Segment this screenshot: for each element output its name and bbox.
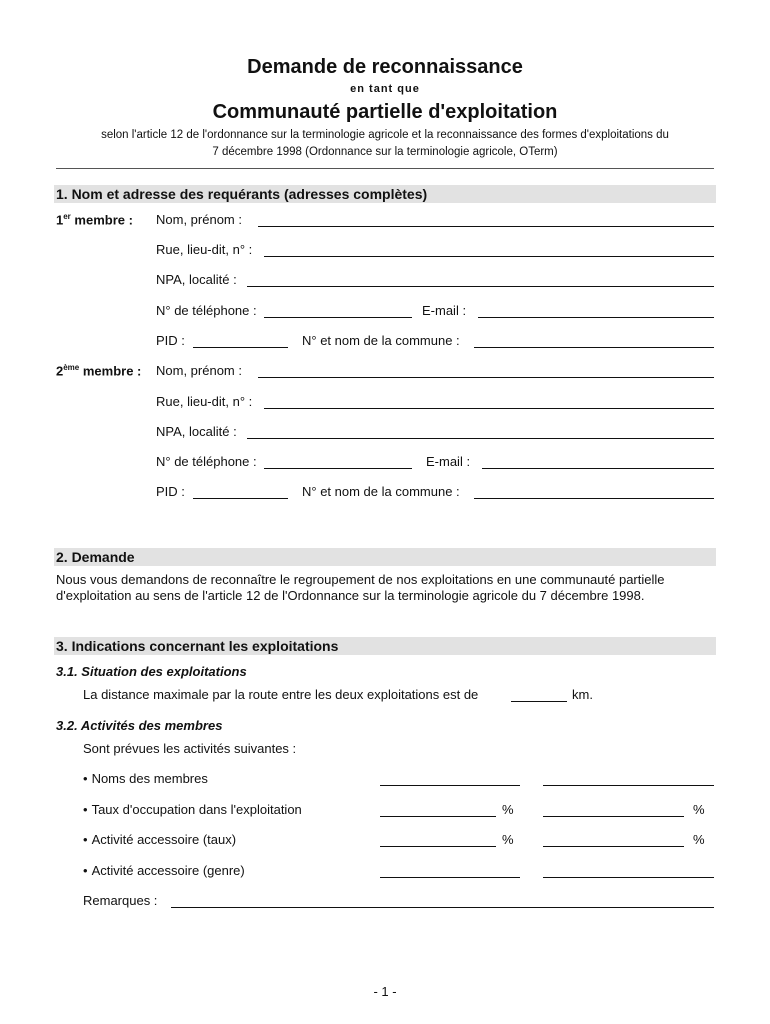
m2-street-label: Rue, lieu-dit, n° : [156, 394, 253, 409]
member-2-label: 2ème membre : [56, 363, 142, 379]
percent-sign: % [502, 832, 514, 847]
subsection-3-2-heading: 3.2. Activités des membres [56, 718, 223, 733]
distance-field[interactable] [511, 701, 567, 702]
section-3-header [54, 637, 716, 655]
header-divider [56, 168, 714, 169]
member-1-secondary-type-field[interactable] [380, 877, 520, 878]
item-secondary-activity-rate: • Activité accessoire (taux) [83, 832, 236, 847]
member-2-occupation-field[interactable] [543, 816, 684, 817]
m1-phone-label: N° de téléphone : [156, 303, 257, 318]
member-1-name-field[interactable] [380, 785, 520, 786]
m2-commune-label: N° et nom de la commune : [302, 484, 460, 499]
activities-intro: Sont prévues les activités suivantes : [83, 741, 297, 756]
m1-pid-label: PID : [156, 333, 185, 348]
m1-pid-field[interactable] [193, 347, 288, 348]
m1-name-label: Nom, prénom : [156, 212, 242, 227]
section-2-header [54, 548, 716, 566]
remarks-label: Remarques : [83, 893, 158, 908]
m1-email-label: E-mail : [422, 303, 467, 318]
m2-commune-field[interactable] [474, 498, 714, 499]
m2-street-field[interactable] [264, 408, 714, 409]
m1-npa-field[interactable] [247, 286, 714, 287]
title-connector: en tant que [350, 83, 420, 95]
member-1-secondary-rate-field[interactable] [380, 846, 496, 847]
item-secondary-activity-type: • Activité accessoire (genre) [83, 863, 245, 878]
remarks-field[interactable] [171, 907, 714, 908]
m1-street-field[interactable] [264, 256, 714, 257]
subsection-3-1-heading: 3.1. Situation des exploitations [56, 664, 247, 679]
m1-commune-field[interactable] [474, 347, 714, 348]
m1-commune-label: N° et nom de la commune : [302, 333, 460, 348]
m1-name-field[interactable] [258, 226, 714, 227]
member-1-occupation-field[interactable] [380, 816, 496, 817]
member-2-secondary-rate-field[interactable] [543, 846, 684, 847]
member-1-label: 1er membre : [56, 212, 133, 228]
member-2-secondary-type-field[interactable] [543, 877, 714, 878]
percent-sign: % [693, 802, 705, 817]
section-3-heading: 3. Indications concernant les exploitations [56, 638, 339, 654]
m1-street-label: Rue, lieu-dit, n° : [156, 242, 253, 257]
m2-email-label: E-mail : [426, 454, 471, 469]
m1-phone-field[interactable] [264, 317, 412, 318]
m2-name-field[interactable] [258, 377, 714, 378]
demande-text-line-2: d'exploitation au sens de l'article 12 de l'Ordonnance sur la terminologie agricole du 7 décembre 1998. [56, 588, 645, 603]
section-1-header [54, 185, 716, 203]
m2-phone-label: N° de téléphone : [156, 454, 257, 469]
document-title: Demande de reconnaissance [247, 56, 523, 78]
m2-npa-field[interactable] [247, 438, 714, 439]
m1-email-field[interactable] [478, 317, 714, 318]
item-member-names: • Noms des membres [83, 771, 208, 786]
m2-name-label: Nom, prénom : [156, 363, 242, 378]
m2-phone-field[interactable] [264, 468, 412, 469]
intro-line-1: selon l'article 12 de l'ordonnance sur la terminologie agricole et la reconnaissance des formes d'exploitations du [101, 129, 669, 141]
percent-sign: % [502, 802, 514, 817]
section-2-heading: 2. Demande [56, 549, 135, 565]
page-number: - 1 - [373, 984, 397, 999]
document-subtitle: Communauté partielle d'exploitation [212, 101, 558, 123]
m2-email-field[interactable] [482, 468, 714, 469]
distance-text: La distance maximale par la route entre les deux exploitations est de [83, 687, 479, 702]
m2-pid-field[interactable] [193, 498, 288, 499]
intro-line-2: 7 décembre 1998 (Ordonnance sur la terminologie agricole, OTerm) [212, 146, 558, 158]
m2-npa-label: NPA, localité : [156, 424, 237, 439]
m1-npa-label: NPA, localité : [156, 272, 237, 287]
section-1-heading: 1. Nom et adresse des requérants (adresses complètes) [56, 186, 428, 202]
percent-sign: % [693, 832, 705, 847]
item-occupation-rate: • Taux d'occupation dans l'exploitation [83, 802, 302, 817]
distance-unit: km. [572, 687, 593, 702]
demande-text-line-1: Nous vous demandons de reconnaître le regroupement de nos exploitations en une communauté partielle [56, 572, 665, 587]
member-2-name-field[interactable] [543, 785, 714, 786]
m2-pid-label: PID : [156, 484, 185, 499]
